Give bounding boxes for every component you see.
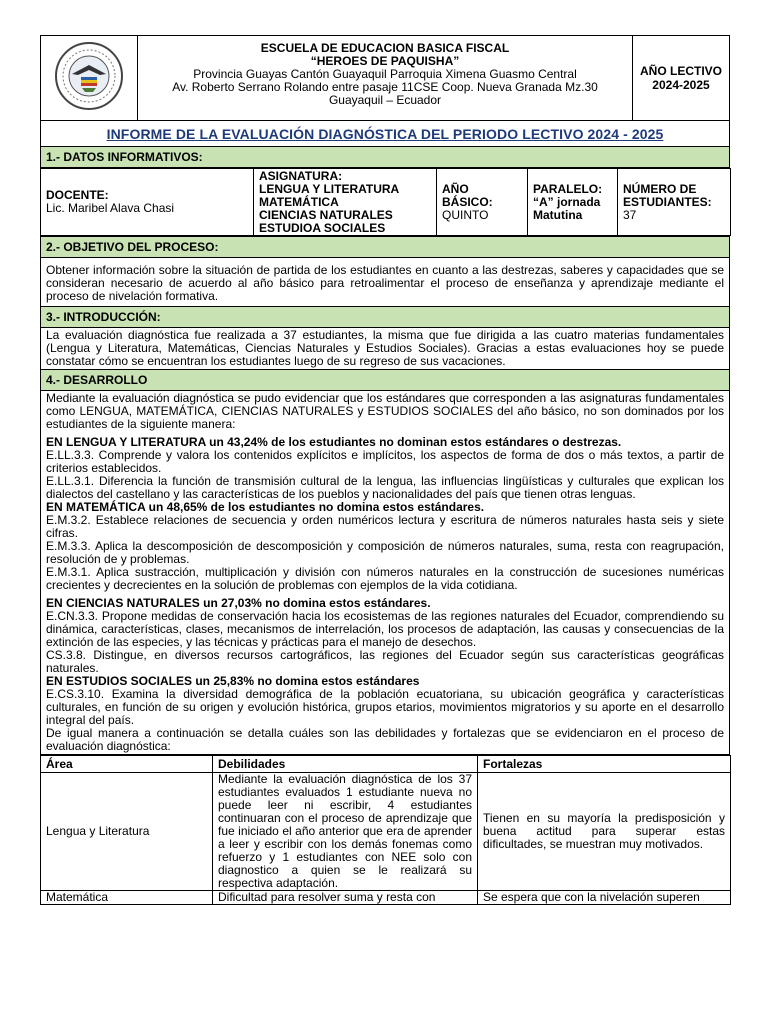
teacher-value: Lic. Maribel Alava Chasi [46, 201, 175, 215]
school-name: ESCUELA DE EDUCACION BASICA FISCAL [260, 41, 510, 55]
lengua-heading: EN LENGUA Y LITERATURA un 43,24% de los estudiantes no dominan estos estándares o destrezas. [46, 435, 622, 449]
students-label-2: ESTUDIANTES: [623, 194, 712, 209]
grade-label-2: BÁSICO: [442, 194, 493, 209]
grade-label-1: AÑO [442, 181, 469, 196]
section-cell [528, 169, 618, 236]
school-year [633, 36, 730, 121]
weaknesses-cell: Dificultad para resolver suma y resta con [213, 891, 478, 905]
column-header-strengths: Fortalezas [478, 756, 731, 773]
strengths-cell: Tienen en su mayoría la predisposición y buena actitud para superar estas dificultades, se muestran muy motivados. [478, 773, 731, 891]
school-info [138, 36, 633, 121]
address-line-1: Provincia Guayas Cantón Guayaquil Parroquia Ximena Guasmo Central [193, 67, 577, 81]
section-3-heading: 3.- INTRODUCCIÓN: [41, 307, 730, 328]
teacher-label: DOCENTE: [46, 188, 109, 202]
development-closing: De igual manera a continuación se detalla cuáles son las debilidades y fortalezas que se evidenciaron en el proceso de evaluación diagnóstica: [46, 726, 724, 753]
students-cell [618, 169, 731, 236]
school-motto: “HEROES DE PAQUISHA” [310, 54, 460, 68]
students-label-1: NÚMERO DE [623, 181, 697, 196]
weaknesses-cell: Mediante la evaluación diagnóstica de los 37 estudiantes evaluados 1 estudiante nueva no puede leer ni escribir, 4 estudiantes continuaran con el proceso de aprendizaje que fue iniciado el año anterior que era de aprender a leer y escribir con los demás fonemas como refuerzo y 1 estudiantes con NEE solo con diagnostico a quien se le realizará su respectiva adaptación. [213, 773, 478, 891]
subject-item: CIENCIAS NATURALES [259, 207, 393, 222]
subject-item: LENGUA Y LITERATURA [259, 181, 400, 196]
science-standard-1: E.CN.3.3. Propone medidas de conservación hacia los ecosistemas de las regiones naturales del Ecuador, comprendiendo su dinámica, características, clases, mecanismos de interrelación, los procesos de adaptación, las causas y consecuencias de la extinción de las especies, y las técnicas y prácticas para el manejo de desechos. [46, 609, 724, 649]
column-header-weaknesses: Debilidades [213, 756, 478, 773]
shift-value: Matutina [533, 207, 583, 222]
science-heading: EN CIENCIAS NATURALES un 27,03% no domina estos estándares. [46, 596, 431, 610]
introduction-text: La evaluación diagnóstica fue realizada a 37 estudiantes, la misma que fue dirigida a las cuatro materias fundamentales (Lengua y Literatura, Matemáticas, Ciencias Naturales y Estudios Sociales). Gracias a estas evaluaciones hoy se puede constatar cómo se encuentran los estudiantes luego de su regreso de sus vacaciones. [41, 328, 730, 370]
table-row [41, 773, 731, 891]
lengua-standard-2: E.LL.3.1. Diferencia la función de transmisión cultural de la lengua, las influencias lingüísticas y culturales que explican los dialectos del castellano y las características de los pueblos y nacionalidades del país que tienen otras lenguas. [46, 474, 724, 501]
body-table [40, 236, 730, 755]
section-2-heading: 2.- OBJETIVO DEL PROCESO: [41, 237, 730, 258]
section-1-heading: 1.- DATOS INFORMATIVOS: [41, 147, 730, 168]
section-value: “A” jornada [533, 194, 601, 209]
address-line-2: Av. Roberto Serrano Rolando entre pasaje 11CSE Coop. Nueva Granada Mz.30 [172, 80, 598, 94]
document-page [40, 35, 730, 905]
school-logo [41, 36, 138, 121]
subject-item: MATEMÁTICA [259, 194, 339, 209]
school-seal-icon [52, 41, 126, 111]
strengths-weaknesses-table [40, 755, 731, 905]
info-table [40, 168, 731, 236]
report-title: INFORME DE LA EVALUACIÓN DIAGNÓSTICA DEL PERIODO LECTIVO 2024 - 2025 [41, 121, 730, 147]
strengths-cell: Se espera que con la nivelación superen [478, 891, 731, 905]
subjects-cell [254, 169, 437, 236]
math-standard-3: E.M.3.1. Aplica sustracción, multiplicación y división con números naturales en la construcción de sucesiones numéricas crecientes y decrecientes en la solución de problemas con ejemplos de la vida cotidiana. [46, 565, 724, 592]
grade-value: QUINTO [442, 207, 489, 222]
year-label: AÑO LECTIVO [639, 64, 722, 78]
address-line-3: Guayaquil – Ecuador [328, 93, 442, 107]
social-heading: EN ESTUDIOS SOCIALES un 25,83% no domina estos estándares [46, 674, 420, 688]
social-standard-1: E.CS.3.10. Examina la diversidad demográfica de la población ecuatoriana, su ubicación geográfica y características culturales, en función de su origen y evolución histórica, grupos etarios, movimientos migratorios y su aporte en el desarrollo integral del país. [46, 687, 724, 727]
subjects-label: ASIGNATURA: [259, 168, 343, 183]
subject-item: ESTUDIOA SOCIALES [259, 220, 386, 235]
teacher-cell [41, 169, 254, 236]
year-value: 2024-2025 [652, 78, 710, 92]
students-value: 37 [623, 207, 637, 222]
grade-cell [437, 169, 528, 236]
science-standard-2: CS.3.8. Distingue, en diversos recursos cartográficos, las regiones del Ecuador según sus características geográficas naturales. [46, 648, 724, 675]
development-intro: Mediante la evaluación diagnóstica se pudo evidenciar que los estándares que corresponden a las asignaturas fundamentales como LENGUA, MATEMÁTICA, CIENCIAS NATURALES y ESTUDIOS SOCIALES del año básico, no son dominados por los estudiantes de la siguiente manera: [46, 391, 724, 431]
area-cell: Lengua y Literatura [41, 773, 213, 891]
column-header-area: Área [41, 756, 213, 773]
section-label: PARALELO: [533, 181, 603, 196]
area-cell: Matemática [41, 891, 213, 905]
development-content [41, 391, 730, 755]
math-standard-1: E.M.3.2. Establece relaciones de secuencia y orden numéricos lectura y escritura de números naturales hasta seis y siete cifras. [46, 513, 724, 540]
section-4-heading: 4.- DESARROLLO [41, 370, 730, 391]
table-row [41, 891, 731, 905]
objective-text: Obtener información sobre la situación de partida de los estudiantes en cuanto a las destrezas, saberes y capacidades que se consideran necesario de acuerdo al año básico para retroalimentar el proceso de enseñanza y aprendizaje mediante el proceso de nivelación formativa. [41, 258, 730, 307]
lengua-standard-1: E.LL.3.3. Comprende y valora los contenidos explícitos e implícitos, los aspectos de forma de dos o más textos, a partir de criterios establecidos. [46, 448, 724, 475]
math-heading: EN MATEMÁTICA un 48,65% de los estudiantes no domina estos estándares. [46, 500, 485, 514]
math-standard-2: E.M.3.3. Aplica la descomposición de descomposición y composición de números naturales, suma, resta con reagrupación, resolución de y problemas. [46, 539, 724, 566]
header-table [40, 35, 730, 168]
